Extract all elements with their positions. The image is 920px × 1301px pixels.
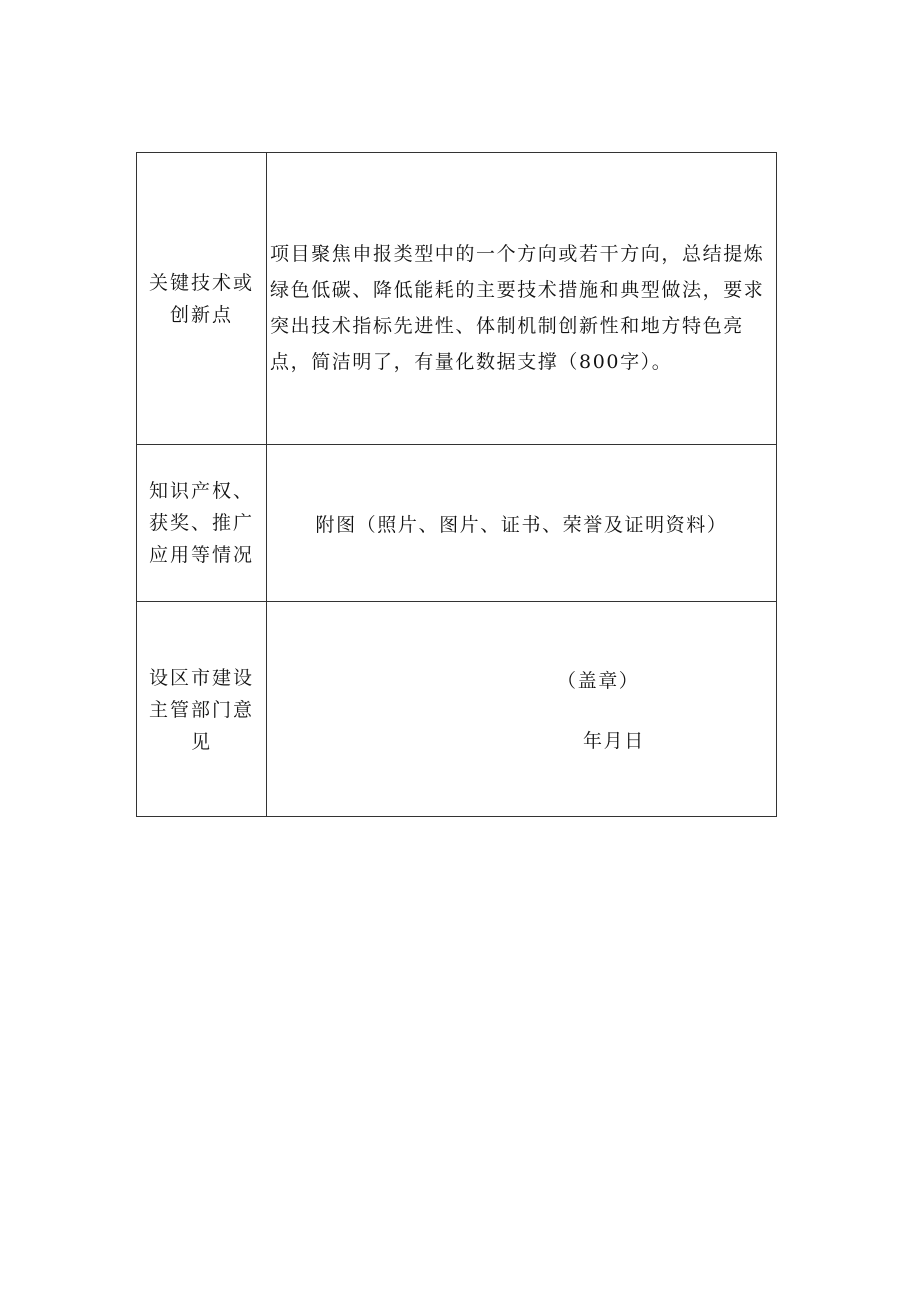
row-label-department-opinion: 设区市建设 主管部门意 见 (148, 666, 254, 753)
row-label-ip-awards: 知识产权、 获奖、推广 应用等情况 (148, 480, 254, 566)
application-form-table (136, 152, 777, 817)
date-placeholder: 年月日 (583, 730, 645, 752)
row-label-key-technology: 关键技术或 创新点 (148, 272, 254, 326)
content-key-technology: 项目聚焦申报类型中的一个方向或若干方向，总结提炼绿色低碳、降低能耗的主要技术措施和典型做法，要求突出技术指标先进性、体制机制创新性和地方特色亮点，简洁明了，有量化数据支撑（800字）。 (270, 243, 765, 373)
table-row-department-opinion (137, 601, 776, 817)
label-cell (137, 602, 267, 817)
label-cell (137, 445, 267, 601)
seal-placeholder: （盖章） (557, 670, 640, 692)
table-row-key-technology (137, 153, 776, 445)
attachment-note: 附图（照片、图片、证书、荣誉及证明资料） (315, 513, 728, 536)
table-row-ip-awards (137, 444, 776, 601)
content-department-opinion (267, 602, 776, 817)
content-ip-awards (267, 445, 776, 601)
label-cell (137, 153, 267, 445)
